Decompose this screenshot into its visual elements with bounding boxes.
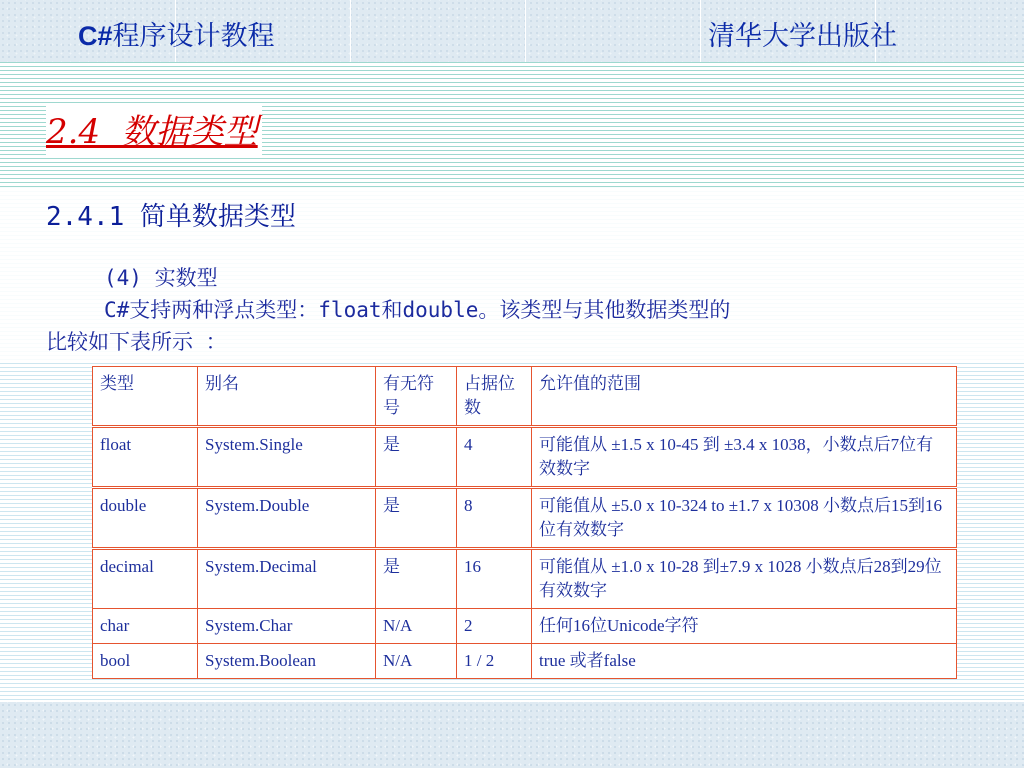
- cell-signed: 是: [376, 488, 457, 549]
- cell-signed: 是: [376, 549, 457, 609]
- cell-range: 任何16位Unicode字符: [532, 609, 957, 644]
- header-cell-range: 允许值的范围: [532, 367, 957, 427]
- cell-type: bool: [93, 644, 198, 679]
- cell-range: true 或者false: [532, 644, 957, 679]
- cell-bits: 2: [457, 609, 532, 644]
- cell-alias: System.Single: [198, 427, 376, 488]
- table-row: [93, 427, 957, 488]
- header-band: [0, 0, 1024, 62]
- book-title: [78, 14, 275, 53]
- cell-type: char: [93, 609, 198, 644]
- header-cell: [525, 0, 701, 62]
- cell-type: float: [93, 427, 198, 488]
- table-row: [93, 488, 957, 549]
- header-cell-bits: 占据位数: [457, 367, 532, 427]
- cell-alias: System.Char: [198, 609, 376, 644]
- cell-range: 可能值从 ±5.0 x 10-324 to ±1.7 x 10308 小数点后15到16位有效数字: [532, 488, 957, 549]
- subsection-title: 2.4.1 简单数据类型: [46, 202, 296, 232]
- cell-bits: 1 / 2: [457, 644, 532, 679]
- cell-signed: N/A: [376, 609, 457, 644]
- cell-alias: System.Decimal: [198, 549, 376, 609]
- cell-bits: 16: [457, 549, 532, 609]
- description-line-1: C#支持两种浮点类型：float和double。该类型与其他数据类型的: [104, 298, 731, 322]
- data-type-table: [92, 366, 957, 679]
- header-cell-type: 类型: [93, 367, 198, 427]
- cell-signed: N/A: [376, 644, 457, 679]
- description-line-2: 比较如下表所示 ：: [46, 330, 227, 354]
- cell-alias: System.Boolean: [198, 644, 376, 679]
- cell-alias: System.Double: [198, 488, 376, 549]
- publisher-name: 清华大学出版社: [708, 21, 897, 51]
- book-prefix: C#: [78, 21, 113, 51]
- table-row: [93, 549, 957, 609]
- cell-range: 可能值从 ±1.0 x 10-28 到±7.9 x 1028 小数点后28到29位有效数字: [532, 549, 957, 609]
- cell-type: decimal: [93, 549, 198, 609]
- description: [46, 262, 966, 358]
- footer-band: [0, 702, 1024, 768]
- table-row: [93, 644, 957, 679]
- section-title: 2.4 数据类型: [46, 104, 262, 155]
- header-cell: [350, 0, 526, 62]
- table-row: [93, 609, 957, 644]
- cell-range: 可能值从 ±1.5 x 10-45 到 ±3.4 x 1038，小数点后7位有效数字: [532, 427, 957, 488]
- cell-bits: 8: [457, 488, 532, 549]
- table-header-row: [93, 367, 957, 427]
- cell-type: double: [93, 488, 198, 549]
- header-cell-signed: 有无符号: [376, 367, 457, 427]
- header-cell-alias: 别名: [198, 367, 376, 427]
- item-heading: (4) 实数型: [104, 266, 218, 290]
- cell-signed: 是: [376, 427, 457, 488]
- cell-bits: 4: [457, 427, 532, 488]
- book-title-text: 程序设计教程: [112, 21, 275, 51]
